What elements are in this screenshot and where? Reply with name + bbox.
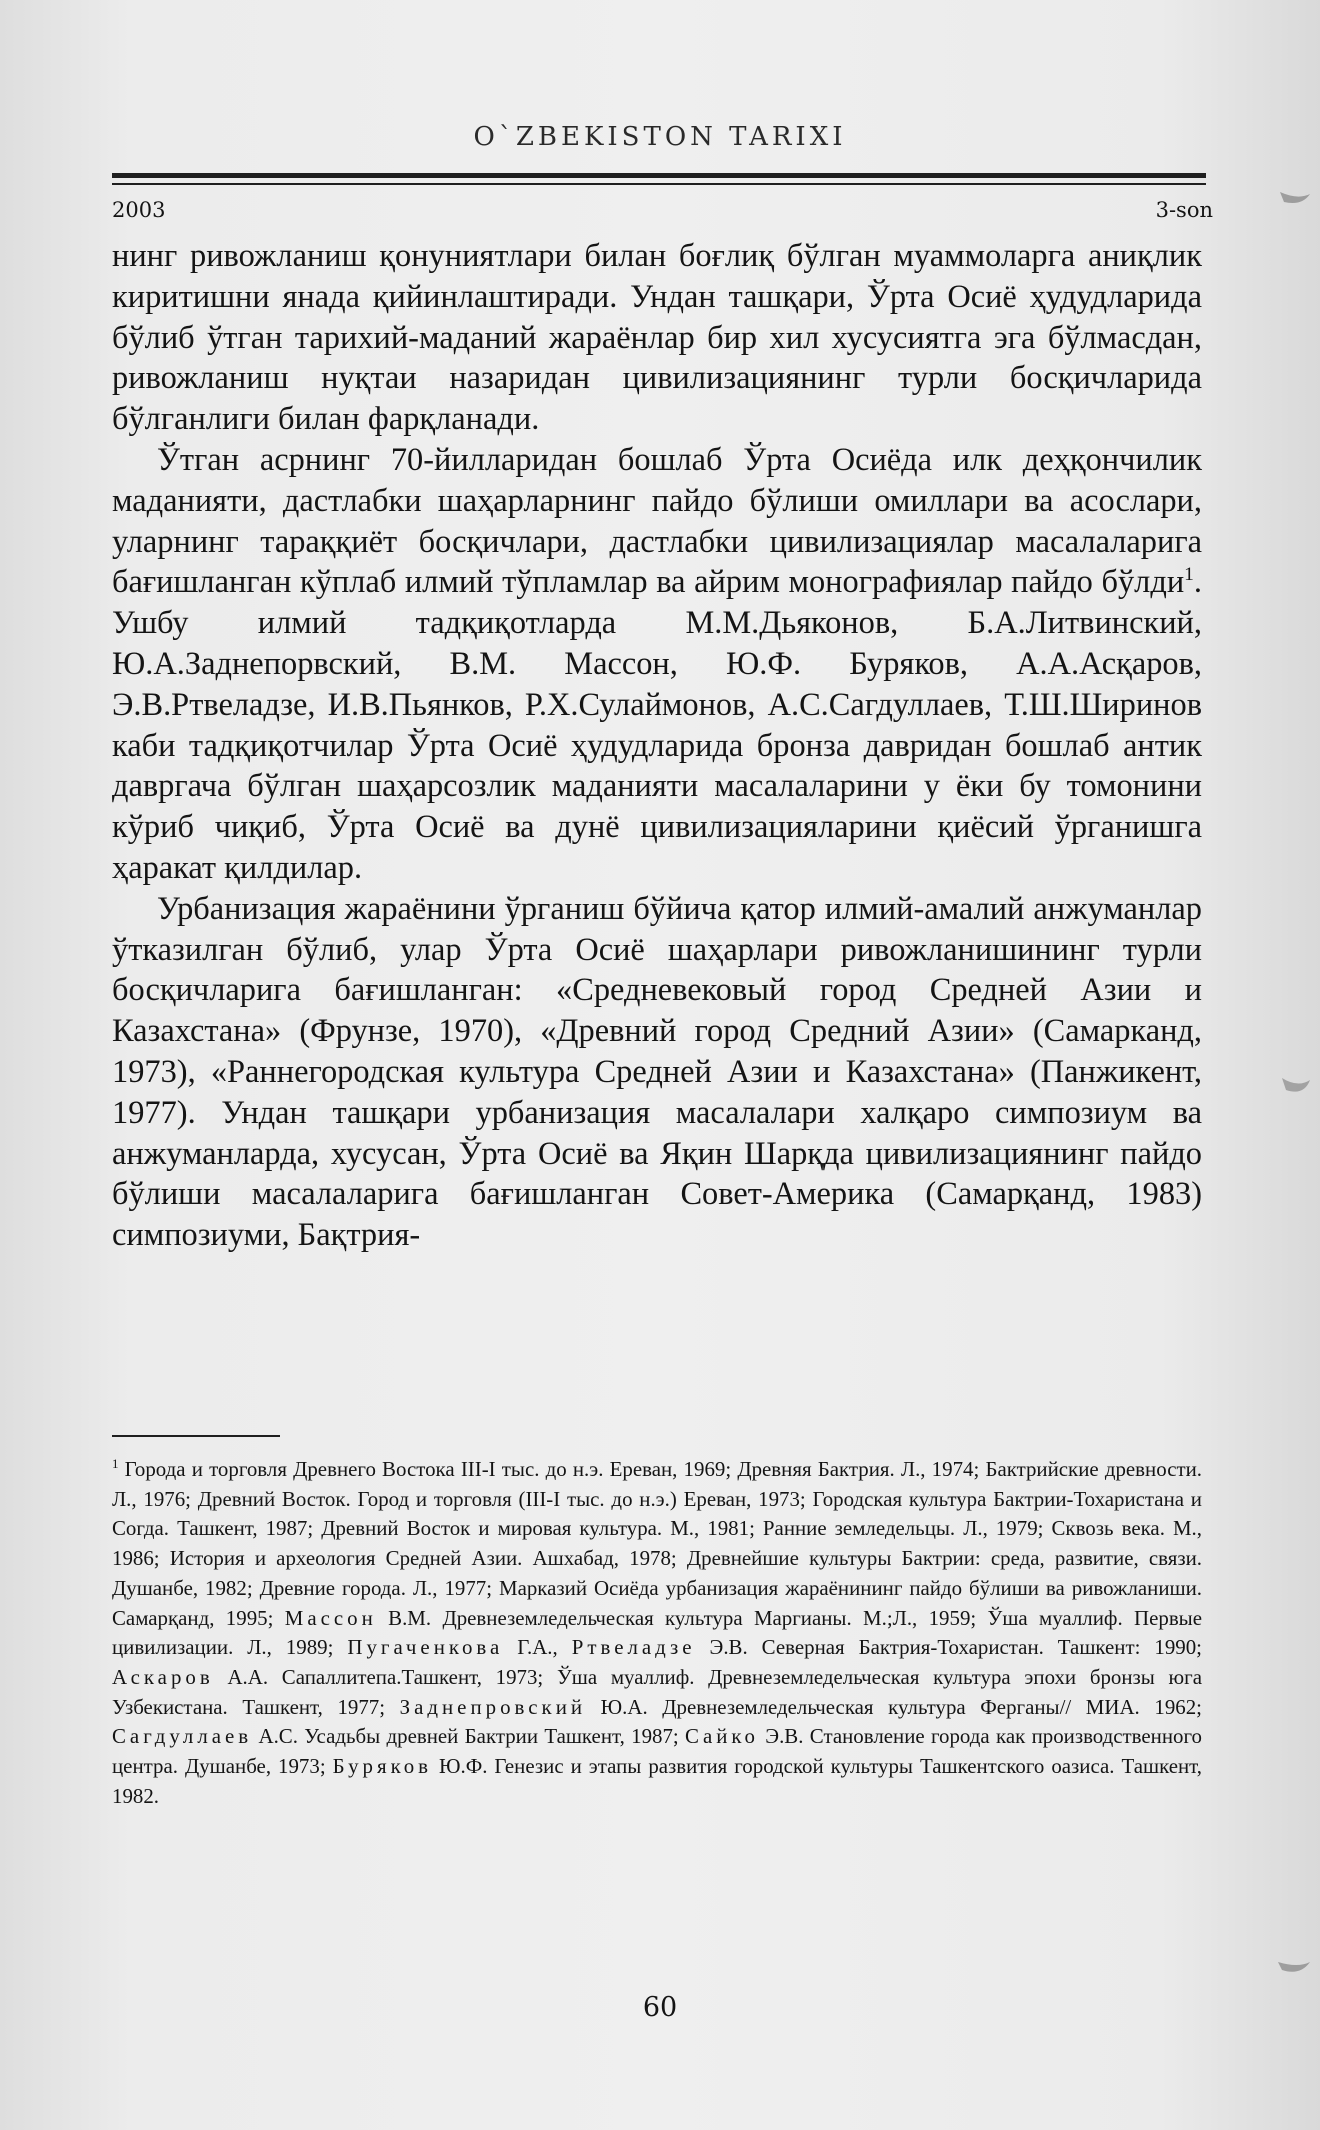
footnote-author: Массон <box>284 1605 377 1630</box>
page-number: 60 <box>642 1992 678 2023</box>
binding-marks <box>1260 0 1320 2130</box>
main-text <box>112 236 1202 1256</box>
binding-hole-mark-icon <box>1282 1078 1310 1092</box>
binding-hole-mark-icon <box>1280 192 1310 203</box>
footnote <box>112 1455 1202 1811</box>
footnote-part-9: Ю.Ф. Генезис и этапы развития городской культуры Ташкентского оазиса. Ташкент, 1982. <box>112 1754 1202 1808</box>
footnote-part-3: Г.А., <box>517 1635 558 1660</box>
issue-number: 3-son <box>1155 198 1213 222</box>
footnote-part-1: Города и торговля Древнего Востока III-I тыс. до н.э. Ереван, 1969; Древняя Бактрия. Л., 1974; Бактрийские древности. Л., 1976; Древний Восток. Город и торговля (III-I тыс. до н.э.) Ереван, 1973; Городская культура Бактрии-Тохаристана и Согда. Ташкент, 1987; Древний Восток и мировая культура. М., 1981; Ранние земледельцы. Л., 1979; Сквозь века. М., 1986; История и археология Средней Азии. Ашхабад, 1978; Древнейшие культуры Бактрии: среда, развитие, связи. Душанбе, 1982; Древние города. Л., 1977; Марказий Осиёда урбанизация жараёнининг пайдо бўлиши ва ривожланиши. Самарқанд, 1995; <box>112 1457 1202 1630</box>
footnote-author: Сайко <box>685 1724 759 1749</box>
footnote-separator <box>112 1435 280 1437</box>
issue-year: 2003 <box>112 198 166 222</box>
footnote-part-4: Э.В. Северная Бактрия-Тохаристан. Ташкент: 1990; <box>709 1635 1202 1660</box>
binding-hole-mark-icon <box>1278 1962 1310 1972</box>
footnote-author: Аскаров <box>112 1664 214 1689</box>
footnote-author: Заднепровский <box>399 1694 587 1719</box>
footnote-author: Пугаченкова <box>347 1635 504 1660</box>
header-rule-thin <box>112 183 1206 185</box>
footnote-part-7: А.С. Усадьбы древней Бактрии Ташкент, 1987; <box>258 1724 679 1749</box>
header-rule-thick <box>112 173 1206 178</box>
footnote-author: Сагдуллаев <box>112 1724 253 1749</box>
footnote-reference[interactable]: 1 <box>1184 564 1194 586</box>
footnote-part-2: В.М. Древнеземледельческая культура Маргианы. М.;Л., 1959; Ўша муаллиф. Первые цивилизации. Л., 1989; <box>112 1605 1202 1660</box>
paragraph-2-start: Ўтган асрнинг 70-йилларидан бошлаб Ўрта Осиёда илк деҳқончилик маданияти, дастлабки шаҳарларнинг пайдо бўлиши омиллари ва асослари, уларнинг тараққиёт босқичлари, дастлабки цивилизациялар масалаларига бағишланган кўплаб илмий тўпламлар ва айрим монографиялар пайдо бўлди <box>112 441 1202 601</box>
footnote-author: Ртвеладзе <box>571 1635 696 1660</box>
paragraph-2-end: . Ушбу илмий тадқиқотларда М.М.Дьяконов, Б.А.Литвинский, Ю.А.Заднепорвский, В.М. Массон, Ю.Ф. Буряков, А.А.Асқаров, Э.В.Ртвеладзе, И.В.Пьянков, Р.Х.Сулаймонов, А.С.Сагдуллаев, Т.Ш.Ширинов каби тадқиқотчилар Ўрта Осиё ҳудудларида бронза давридан бошлаб антик давргача бўлган шаҳарсозлик маданияти масалаларини у ёки бу томонини кўриб чиқиб, Ўрта Осиё ва дунё цивилизацияларини қиёсий ўрганишга ҳаракат қилдилар. <box>112 564 1202 886</box>
paragraph-1: нинг ривожланиш қонуниятлари билан боғлиқ бўлган муаммоларга аниқлик киритишни янада қийинлаштиради. Ундан ташқари, Ўрта Осиё ҳудудларида бўлиб ўтган тарихий-маданий жараёнлар бир хил хусусиятга эга бўлмасдан, ривожланиш нуқтаи назаридан цивилизациянинг турли босқичларида бўлганлиги билан фарқланади. <box>112 238 1202 438</box>
journal-title: O`ZBEKISTON TARIXI <box>473 122 847 152</box>
footnote-part-8: Э.В. Становление города как производственного центра. Душанбе, 1973; <box>112 1724 1202 1779</box>
paragraph-2 <box>112 440 1202 889</box>
footnote-part-6: Ю.А. Древнеземледельческая культура Ферганы// МИА. 1962; <box>600 1694 1202 1719</box>
footnote-author: Буряков <box>332 1754 432 1779</box>
footnote-number: 1 <box>112 1456 119 1472</box>
paragraph-3: Урбанизация жараёнини ўрганиш бўйича қатор илмий-амалий анжуманлар ўтказилган бўлиб, улар Ўрта Осиё шаҳарлари ривожланишининг турли босқичларига бағишланган: «Средневековый город Средней Азии и Казахстана» (Фрунзе, 1970), «Древний город Средний Азии» (Самарканд, 1973), «Раннегородская культура Средней Азии и Казахстана» (Панжикент, 1977). Ундан ташқари урбанизация масалалари халқаро симпозиум ва анжуманларда, хусусан, Ўрта Осиё ва Яқин Шарқда цивилизациянинг пайдо бўлиши масалаларига бағишланган Совет-Америка (Самарқанд, 1983) симпозиуми, Бақтрия- <box>112 890 1202 1254</box>
footnote-part-5: А.А. Сапаллитепа.Ташкент, 1973; Ўша муаллиф. Древнеземледельческая культура эпохи бронзы юга Узбекистана. Ташкент, 1977; <box>112 1664 1202 1719</box>
